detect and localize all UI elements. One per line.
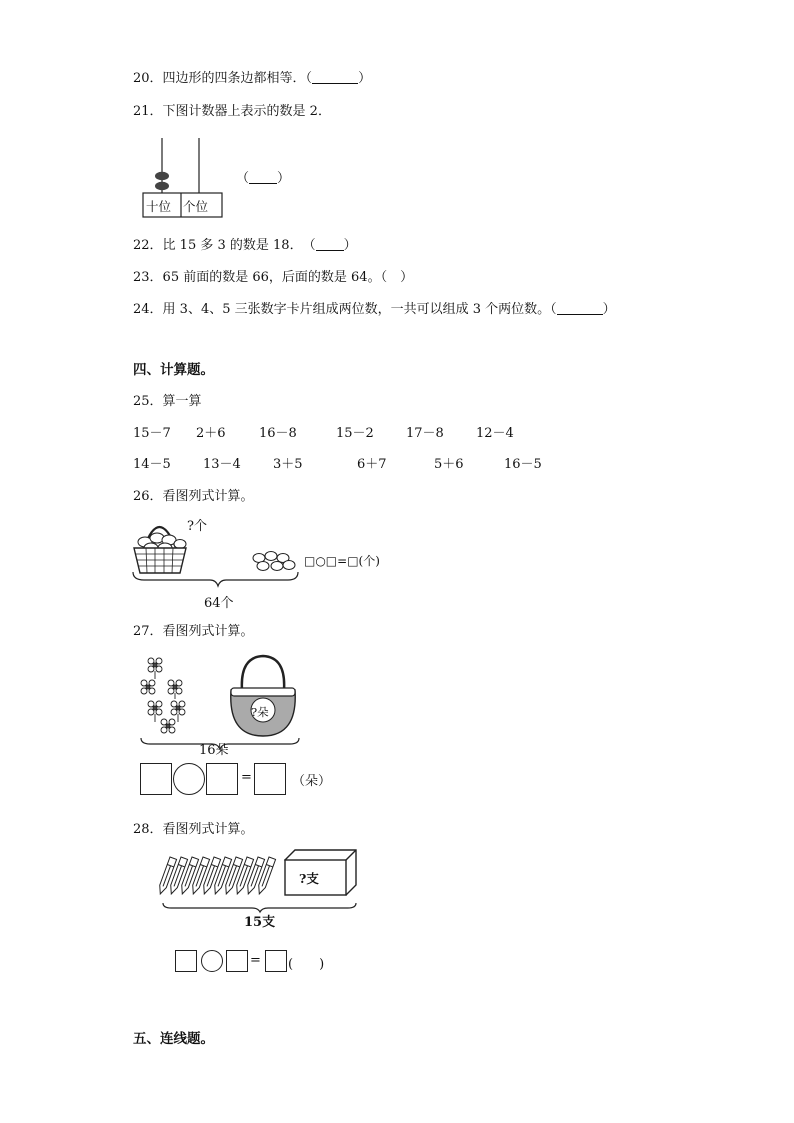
flower-total-label: 16朵	[199, 743, 229, 758]
question-text: 四边形的四条边都相等．（	[162, 71, 313, 86]
operator-circle[interactable]	[201, 950, 223, 972]
calc-item: 5＋6	[434, 457, 464, 472]
question-24: 24．用 3、4、5 三张数字卡片组成两位数，一共可以组成 3 个两位数。（ ）	[133, 302, 616, 317]
equals-sign: =	[250, 953, 261, 968]
question-22: 22．比 15 多 3 的数是 18． （ ）	[133, 238, 357, 253]
section-title-matching: 五、连线题。	[133, 1031, 214, 1047]
egg-basket-figure	[130, 508, 310, 593]
pencil-box-figure	[160, 847, 360, 917]
answer-blank[interactable]	[249, 171, 277, 184]
answer-box[interactable]	[175, 950, 197, 972]
answer-blank[interactable]	[316, 238, 344, 251]
pencil-total-label: 15支	[244, 915, 276, 930]
question-number: 27．	[133, 624, 163, 639]
box-question-label: ?支	[299, 871, 319, 886]
answer-box[interactable]	[140, 763, 172, 795]
operator-circle[interactable]	[173, 763, 205, 795]
calc-item: 13－4	[203, 457, 241, 472]
egg-total-label: 64个	[204, 596, 234, 611]
question-27	[133, 620, 254, 639]
question-text: 算一算	[162, 394, 202, 409]
calc-item: 15－7	[133, 426, 171, 441]
calc-item: 14－5	[133, 457, 171, 472]
question-text: 看图列式计算。	[162, 489, 254, 504]
question-text: 下图计数器上表示的数是 2．	[162, 104, 331, 119]
egg-formula: □○□=□(个)	[304, 554, 380, 568]
equals-sign: =	[241, 770, 252, 785]
calc-item: 17－8	[406, 426, 444, 441]
question-25	[133, 390, 202, 409]
question-number: 20．	[133, 71, 163, 86]
calc-item: 6＋7	[357, 457, 387, 472]
abacus-label-ones: 个位	[183, 199, 209, 214]
calc-item: 16－8	[259, 426, 297, 441]
answer-box[interactable]	[226, 950, 248, 972]
question-text: 看图列式计算。	[162, 822, 254, 837]
question-text: 比 15 多 3 的数是 18． （	[162, 238, 316, 253]
answer-box[interactable]	[254, 763, 286, 795]
answer-box[interactable]	[265, 950, 287, 972]
calc-item: 3＋5	[273, 457, 303, 472]
question-text: 看图列式计算。	[162, 624, 254, 639]
unit-label: ( )	[288, 957, 325, 972]
question-number: 28．	[133, 822, 163, 837]
question-26	[133, 485, 254, 504]
answer-blank[interactable]	[312, 71, 358, 84]
calc-item: 15－2	[336, 426, 374, 441]
unit-label: （朵）	[292, 774, 332, 789]
question-23	[133, 266, 413, 285]
question-number: 21．	[133, 104, 163, 119]
question-number: 24．	[133, 302, 163, 317]
calc-item: 16－5	[504, 457, 542, 472]
basket-question-label: ?朵	[251, 705, 269, 719]
section-title-calculation: 四、计算题。	[133, 362, 214, 378]
question-text: 65 前面的数是 66，后面的数是 64。（ ）	[162, 270, 414, 285]
answer-paren-21: （ ）	[236, 171, 291, 186]
calc-item: 2＋6	[196, 426, 226, 441]
flower-basket-figure	[138, 652, 318, 742]
answer-box[interactable]	[206, 763, 238, 795]
question-number: 23．	[133, 270, 163, 285]
egg-question-label: ?个	[187, 519, 207, 534]
question-21	[133, 100, 331, 119]
question-number: 22．	[133, 238, 163, 253]
question-text: 用 3、4、5 三张数字卡片组成两位数，一共可以组成 3 个两位数。（	[162, 302, 557, 317]
question-28	[133, 818, 254, 837]
question-number: 26．	[133, 489, 163, 504]
question-number: 25．	[133, 394, 163, 409]
question-20: 20．四边形的四条边都相等．（ ）	[133, 71, 372, 86]
calc-item: 12－4	[476, 426, 514, 441]
abacus-label-tens: 十位	[146, 199, 172, 214]
answer-blank[interactable]	[557, 302, 603, 315]
